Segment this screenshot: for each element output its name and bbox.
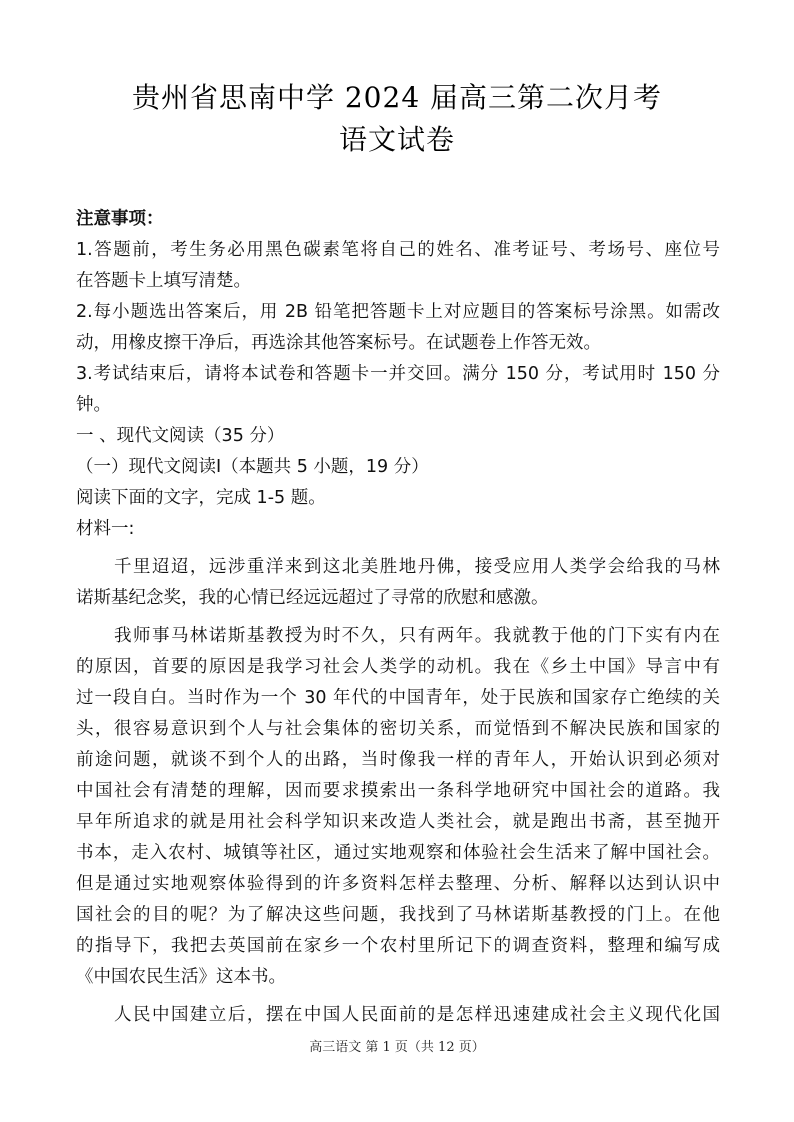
passage-line: 过一段自白。当时作为一个 30 年代的中国青年，处于民族和国家存亡绝续的关: [76, 688, 720, 708]
page-footer: 高三语文 第 1 页（共 12 页）: [309, 1040, 485, 1055]
passage-line: 但是通过实地观察体验得到的许多资料怎样去整理、分析、解释以达到认识中: [76, 874, 720, 894]
passage-line: 千里迢迢，远涉重洋来到这北美胜地丹佛，接受应用人类学会给我的马林: [114, 557, 720, 577]
reading-instruction: 阅读下面的文字，完成 1-5 题。: [76, 488, 326, 508]
notice-item-2: 2.每小题选出答案后，用 2B 铅笔把答题卡上对应题目的答案标号涂黑。如需改: [76, 302, 720, 322]
notice-item-3-cont: 钟。: [76, 395, 111, 415]
notice-item-3: 3.考试结束后，请将本试卷和答题卡一并交回。满分 150 分，考试用时 150 分: [76, 364, 720, 384]
passage-line: 我师事马林诺斯基教授为时不久，只有两年。我就教于他的门下实有内在: [114, 626, 720, 646]
passage-line: 前途问题，就谈不到个人的出路，当时像我一样的青年人，开始认识到必须对: [76, 750, 720, 770]
notice-item-1-cont: 在答题卡上填写清楚。: [76, 271, 251, 291]
exam-title: 贵州省思南中学 2024 届高三第二次月考: [131, 81, 663, 114]
notice-item-1: 1.答题前，考生务必用黑色碳素笔将自己的姓名、准考证号、考场号、座位号: [76, 240, 720, 260]
passage-line: 国社会的目的呢？为了解决这些问题，我找到了马林诺斯基教授的门上。在他: [76, 905, 720, 925]
passage-line: 诺斯基纪念奖，我的心情已经远远超过了寻常的欣慰和感激。: [76, 588, 549, 608]
passage-line: 头，很容易意识到个人与社会集体的密切关系，而觉悟到不解决民族和国家的: [76, 719, 720, 739]
passage-line: 书本，走入农村、城镇等社区，通过实地观察和体验社会生活来了解中国社会。: [76, 843, 720, 863]
material-label: 材料一:: [76, 519, 135, 539]
passage-line: 人民中国建立后，摆在中国人民面前的是怎样迅速建成社会主义现代化国: [114, 1005, 720, 1025]
passage-line: 的指导下，我把去英国前在家乡一个农村里所记下的调查资料，整理和编写成: [76, 936, 720, 956]
passage-line: 早年所追求的就是用社会科学知识来改造人类社会，就是跑出书斋，甚至抛开: [76, 812, 720, 832]
sub-section-heading: （一）现代文阅读Ⅰ（本题共 5 小题，19 分）: [76, 457, 429, 477]
section-heading: 一 、现代文阅读（35 分）: [76, 426, 285, 446]
notice-heading: 注意事项：: [76, 209, 164, 229]
exam-subject-title: 语文试卷: [338, 123, 455, 156]
passage-line: 的原因，首要的原因是我学习社会人类学的动机。我在《乡土中国》导言中有: [76, 657, 720, 677]
passage-line: 中国社会有清楚的理解，因而要求摸索出一条科学地研究中国社会的道路。我: [76, 781, 720, 801]
notice-item-2-cont: 动，用橡皮擦干净后，再选涂其他答案标号。在试题卷上作答无效。: [76, 333, 601, 353]
passage-line: 《中国农民生活》这本书。: [76, 967, 286, 987]
